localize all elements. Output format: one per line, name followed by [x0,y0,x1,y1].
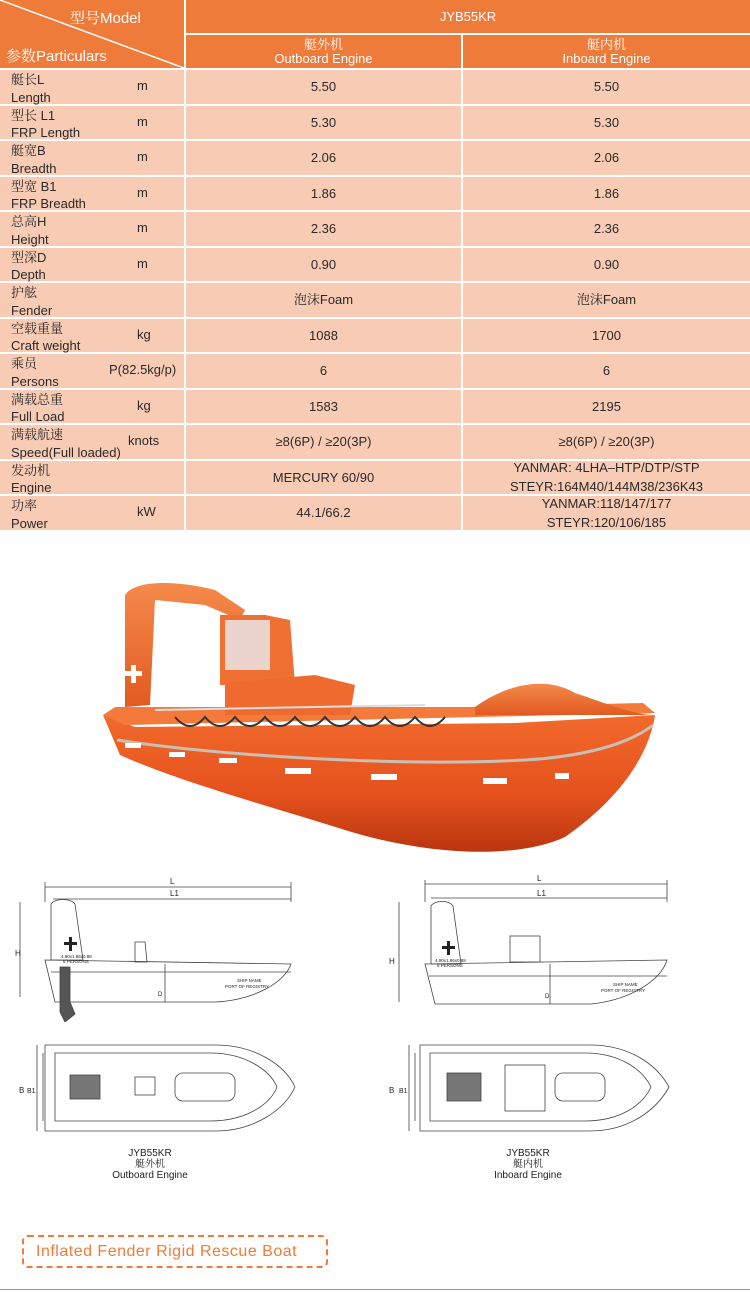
param-unit: kW [137,504,156,519]
capacity-plate-persons: 6 PERSONS [63,959,89,964]
column-divider [184,70,186,104]
param-name-en: Engine [11,480,52,495]
param-unit: P(82.5kg/p) [109,362,177,377]
param-name [11,142,57,177]
param-name-en: FRP Breadth [11,196,86,211]
param-name-en: Depth [11,267,46,282]
inboard-caption [473,1148,583,1181]
outboard-plan-view-drawing [15,1035,305,1145]
outboard-side-view-drawing [15,872,305,1022]
column-divider [184,319,186,353]
param-unit: m [137,184,148,200]
inboard-value: YANMAR: 4LHA–HTP/DTP/STP STEYR:164M40/144M38/236K43 [510,460,703,495]
param-name-en: Persons [11,373,59,389]
particulars-header-label: 参数Particulars [6,48,107,65]
outboard-caption-cn: 艇外机 [135,1159,165,1170]
param-unit: m [137,149,148,164]
inboard-side-view-drawing [385,872,675,1022]
ship-name-text-right: SHIP NAME [613,982,638,987]
column-divider [184,141,186,175]
param-unit: kg [137,326,151,342]
outboard-value: 44.1/66.2 [296,505,351,521]
table-row [0,390,750,424]
param-name-cn: 乘员 [11,356,38,371]
column-divider [184,283,186,317]
outboard-value: 1583 [309,398,338,414]
column-divider [184,425,186,459]
outboard-value: 泡沫Foam [293,292,354,308]
table-row [0,496,750,530]
header-corner [0,0,184,68]
param-name [11,284,52,319]
bottom-divider [0,1289,750,1290]
capacity-plate-dims: 4.90x1.86x0.88 [61,954,92,959]
capacity-plate-dims-right: 4.90x1.86x0.88 [435,958,466,963]
column-divider [184,390,186,424]
outboard-caption-en: Outboard Engine [112,1170,188,1181]
column-divider [461,70,463,104]
dim-D-label: D [158,992,163,998]
param-name-en: FRP Length [11,125,81,140]
column-divider [461,390,463,424]
param-name-cn: 功率 [11,498,38,513]
column-divider [461,425,463,459]
column-divider [461,496,463,530]
column-divider [461,177,463,211]
param-unit: kg [137,397,151,413]
column-divider [184,496,186,530]
param-name [11,426,121,461]
column-divider [184,461,186,495]
table-row [0,212,750,246]
inboard-value: 5.50 [593,79,620,95]
column-divider [461,461,463,495]
param-name-cn: 满载航速 [11,427,64,442]
inboard-value: 泡沫Foam [576,292,637,308]
inboard-caption-cn: 艇内机 [513,1159,543,1170]
param-name-cn: 艇宽B [11,143,46,158]
outboard-value: 1.86 [310,185,337,201]
column-divider [461,212,463,246]
param-name [11,462,51,497]
port-of-registry-text: PORT OF REGISTRY [225,984,270,989]
param-name-cn: 型长 L1 [11,107,56,123]
column-divider [184,106,186,140]
dim-B-label-right: B [389,1086,395,1095]
inboard-column-header [463,35,750,68]
outboard-value: MERCURY 60/90 [272,469,375,485]
param-unit: m [137,255,148,271]
param-name-en: Fender [11,302,53,318]
table-row [0,461,750,495]
column-divider [461,319,463,353]
param-name-en: Height [11,231,49,247]
param-name-cn: 发动机 [11,462,51,478]
port-of-registry-text-right: PORT OF REGISTRY [601,988,646,993]
inboard-value: 2195 [592,398,621,414]
param-name-cn: 总高H [11,214,47,229]
ship-name-text: SHIP NAME [237,978,262,983]
param-name [11,320,80,355]
param-unit: m [137,78,148,93]
dim-H-label-right: H [389,957,395,966]
inboard-value: YANMAR:118/147/177 STEYR:120/106/185 [541,495,672,530]
column-divider [461,283,463,317]
param-name [11,391,64,426]
outboard-value: 6 [319,363,328,379]
column-divider [461,141,463,175]
product-title-banner: Inflated Fender Rigid Rescue Boat [22,1235,328,1268]
inboard-value: 1.86 [593,185,620,201]
param-name-cn: 艇长L [11,72,45,87]
rescue-boat-photo [95,575,675,865]
model-header-label: 型号Model [70,10,141,27]
param-name [11,178,86,213]
outboard-value: 5.30 [310,114,337,130]
dim-B1-label: B1 [27,1088,36,1095]
column-divider [184,212,186,246]
table-row [0,248,750,282]
column-divider [461,354,463,388]
dim-B-label: B [19,1086,25,1095]
column-divider [184,248,186,282]
dim-B1-label-right: B1 [399,1088,408,1095]
outboard-value: 2.36 [310,221,337,237]
param-name [11,497,48,532]
param-name [11,249,46,284]
outboard-column-en: Outboard Engine [274,51,373,66]
table-row [0,425,750,459]
column-divider [184,354,186,388]
outboard-caption [95,1148,205,1181]
column-divider [184,177,186,211]
outboard-value: 1088 [309,327,338,343]
outboard-value: ≥8(6P) / ≥20(3P) [275,434,372,450]
outboard-value: 5.50 [310,79,337,95]
inboard-value: 0.90 [593,256,620,272]
param-name-cn: 满载总重 [11,391,64,407]
outboard-value: 2.06 [310,150,337,166]
dim-L1-label: L1 [170,889,179,898]
column-divider [461,106,463,140]
table-row [0,177,750,211]
dim-L1-label-right: L1 [537,889,546,898]
param-name-en: Craft weight [11,338,81,353]
param-name-en: Length [11,89,51,105]
table-row [0,70,750,104]
table-row [0,354,750,388]
column-divider [461,248,463,282]
inboard-value: 2.36 [593,221,620,237]
table-row [0,319,750,353]
inboard-value: 2.06 [593,150,620,166]
param-name [11,71,51,106]
outboard-caption-model: JYB55KR [128,1148,172,1159]
param-name-en: Breadth [11,160,57,176]
inboard-value: 6 [602,363,611,379]
dim-H-label: H [15,949,21,958]
table-row [0,106,750,140]
dim-L-label-right: L [537,874,542,883]
param-unit: m [137,220,148,235]
param-name [11,213,49,248]
param-name [11,107,80,142]
inboard-column-en: Inboard Engine [562,51,651,66]
inboard-plan-view-drawing [385,1035,675,1145]
dim-D-label-right: D [545,994,550,1000]
param-name-en: Full Load [11,409,65,424]
param-name-cn: 型宽 B1 [11,178,57,194]
inboard-caption-model: JYB55KR [506,1148,550,1159]
param-unit: knots [128,433,160,448]
param-name-cn: 空载重量 [11,320,64,336]
table-row [0,141,750,175]
inboard-column-cn: 艇内机 [586,37,626,52]
capacity-plate-persons-right: 6 PERSONS [437,963,463,968]
param-unit: m [137,113,148,129]
outboard-value: 0.90 [310,256,337,272]
param-name [11,355,59,390]
model-name-header: JYB55KR [186,0,750,33]
table-row [0,283,750,317]
inboard-value: ≥8(6P) / ≥20(3P) [558,434,655,450]
param-name-cn: 护舷 [11,285,38,300]
outboard-column-header [186,35,461,68]
inboard-value: 1700 [592,327,621,343]
inboard-caption-en: Inboard Engine [494,1170,562,1181]
dim-L-label: L [170,877,175,886]
param-name-en: Speed(Full loaded) [11,444,121,460]
outboard-column-cn: 艇外机 [303,37,343,52]
param-name-cn: 型深D [11,249,47,265]
param-name-en: Power [11,515,48,531]
inboard-value: 5.30 [593,114,620,130]
